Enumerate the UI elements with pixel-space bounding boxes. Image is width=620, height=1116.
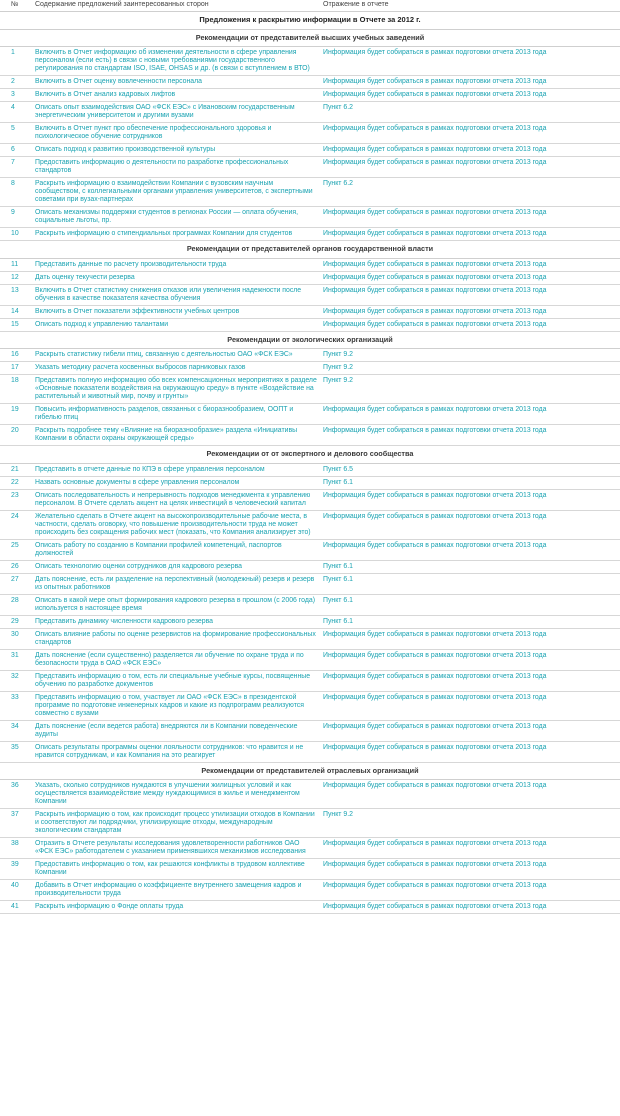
row-reflection: Информация будет собираться в рамках подготовки отчета 2013 года: [323, 260, 547, 268]
row-suggestion: Раскрыть информацию о Фонде оплаты труда: [35, 903, 184, 911]
row-suggestion: Дать оценку текучести резерва: [35, 273, 135, 281]
row-number: 10: [11, 230, 19, 238]
row-number: 18: [11, 377, 19, 385]
table-row: [0, 319, 620, 332]
row-reflection: Информация будет собираться в рамках подготовки отчета 2013 года: [323, 672, 547, 680]
row-suggestion: Описать результаты программы оценки лояльности сотрудников: что нравится и не нравится сотрудникам, и как Компания на это реагирует: [35, 743, 304, 759]
row-suggestion: Представить данные по расчету производительности труда: [35, 260, 227, 268]
row-suggestion: Включить в Отчет информацию об изменении деятельности в сфере управления персоналом (если есть) в связи с новыми требованиями государственного регулирования по стандартам ISO, ISAE, OHSAS и др. (в связи с вступлением в ВТО): [35, 49, 310, 73]
table-row: [0, 880, 620, 901]
row-reflection: Информация будет собираться в рамках подготовки отчета 2013 года: [323, 49, 547, 57]
row-reflection: Информация будет собираться в рамках подготовки отчета 2013 года: [323, 651, 547, 659]
table-row: [0, 477, 620, 490]
row-reflection: Информация будет собираться в рамках подготовки отчета 2013 года: [323, 541, 547, 549]
row-number: 38: [11, 840, 19, 848]
row-number: 17: [11, 364, 19, 372]
row-suggestion: Желательно сделать в Отчете акцент на высокопроизводительные рабочие места, в частности, сделать оговорку, что повышение производительности труда не может происходить без сокращения рабочих мест (показать, что Компания анализирует это): [35, 512, 311, 536]
table-row: [0, 47, 620, 76]
row-suggestion: Предоставить информацию о деятельности по разработке профессиональных стандартов: [35, 159, 289, 175]
row-suggestion: Описать влияние работы по оценке резервистов на формирование профессиональных стандартов: [35, 630, 316, 646]
row-suggestion: Повысить информативность разделов, связанных с биоразнообразием, ООПТ и гибелью птиц: [35, 406, 294, 422]
row-suggestion: Описать последовательность и непрерывность подходов менеджмента к управлению персоналом. В Отчете сделать акцент на целях инвестиций в человеческий капитал: [35, 491, 311, 507]
row-reflection: Пункт 9.2: [323, 364, 353, 372]
header-suggestion: Содержание предложений заинтересованных сторон: [35, 1, 209, 8]
section-heading: Рекомендации от от экспертного и делового сообщества: [0, 446, 620, 463]
row-number: 16: [11, 351, 19, 359]
row-number: 28: [11, 596, 19, 604]
row-reflection: Информация будет собираться в рамках подготовки отчета 2013 года: [323, 125, 547, 133]
row-number: 20: [11, 427, 19, 435]
section-heading: Рекомендации от представителей органов государственной власти: [0, 241, 620, 258]
row-reflection: Информация будет собираться в рамках подготовки отчета 2013 года: [323, 722, 547, 730]
row-reflection: Информация будет собираться в рамках подготовки отчета 2013 года: [323, 903, 547, 911]
row-reflection: Пункт 6.5: [323, 465, 353, 473]
row-reflection: Информация будет собираться в рамках подготовки отчета 2013 года: [323, 307, 547, 315]
row-reflection: Пункт 9.2: [323, 377, 353, 385]
row-reflection: Пункт 6.2: [323, 180, 353, 188]
row-suggestion: Представить в отчете данные по КПЭ в сфере управления персоналом: [35, 465, 265, 473]
row-number: 26: [11, 562, 19, 570]
row-suggestion: Описать механизмы поддержки студентов в регионах России — оплата обучения, социальные льготы, пр.: [35, 209, 299, 225]
row-number: 23: [11, 491, 19, 499]
table-row: [0, 595, 620, 616]
header-reflection: Отражение в отчете: [323, 1, 389, 8]
header-num: №: [11, 1, 19, 8]
row-reflection: Информация будет собираться в рамках подготовки отчета 2013 года: [323, 782, 547, 790]
row-number: 41: [11, 903, 19, 911]
row-number: 8: [11, 180, 15, 188]
row-suggestion: Включить в Отчет статистику снижения отказов или увеличения надежности после обучения в качестве показателя качества обучения: [35, 286, 302, 302]
row-number: 1: [11, 49, 15, 57]
table-row: [0, 178, 620, 207]
row-suggestion: Отразить в Отчете результаты исследования удовлетворенности работников ОАО «ФСК ЕЭС» работодателем с указанием применявшихся механизмов исследования: [35, 840, 306, 856]
row-number: 19: [11, 406, 19, 414]
table-row: [0, 144, 620, 157]
row-reflection: Информация будет собираться в рамках подготовки отчета 2013 года: [323, 146, 547, 154]
row-number: 21: [11, 465, 19, 473]
row-number: 9: [11, 209, 15, 217]
section-heading: Рекомендации от представителей высших учебных заведений: [0, 30, 620, 47]
table-row: [0, 375, 620, 404]
row-number: 14: [11, 307, 19, 315]
row-suggestion: Дать пояснение, есть ли разделение на перспективный (молодежный) резерв и резерв из опытных работников: [35, 575, 315, 591]
row-suggestion: Раскрыть подробнее тему «Влияние на биоразнообразие» раздела «Инициативы Компании в области охраны окружающей среды»: [35, 427, 298, 443]
row-number: 27: [11, 575, 19, 583]
row-number: 34: [11, 722, 19, 730]
row-number: 3: [11, 91, 15, 99]
row-suggestion: Описать подход к развитию производственной культуры: [35, 146, 216, 154]
table-row: [0, 362, 620, 375]
row-reflection: Информация будет собираться в рамках подготовки отчета 2013 года: [323, 512, 547, 520]
row-reflection: Пункт 6.1: [323, 562, 353, 570]
row-suggestion: Описать работу по созданию в Компании профилей компетенций, паспортов должностей: [35, 541, 282, 557]
row-suggestion: Представить информацию о том, участвует ли ОАО «ФСК ЕЭС» в президентской программе по подготовке инженерных кадров и какие из подпрограмм реализуются совместно с вузами: [35, 693, 304, 717]
table-row: [0, 123, 620, 144]
row-reflection: Информация будет собираться в рамках подготовки отчета 2013 года: [323, 427, 547, 435]
row-suggestion: Описать в какой мере опыт формирования кадрового резерва в прошлом (с 2006 года) используется в настоящее время: [35, 596, 315, 612]
row-number: 35: [11, 743, 19, 751]
row-reflection: Информация будет собираться в рамках подготовки отчета 2013 года: [323, 743, 547, 751]
table-row: [0, 650, 620, 671]
table-row: [0, 76, 620, 89]
row-number: 33: [11, 693, 19, 701]
table-row: [0, 574, 620, 595]
row-number: 22: [11, 478, 19, 486]
row-reflection: Информация будет собираться в рамках подготовки отчета 2013 года: [323, 286, 547, 294]
table-row: [0, 349, 620, 362]
row-suggestion: Дать пояснение (если ведется работа) внедряются ли в Компании поведенческие аудиты: [35, 722, 298, 738]
table-header: [0, 0, 620, 12]
row-suggestion: Раскрыть информацию о взаимодействии Компании с вузовским научным сообществом, с коллегиальными органами управления университетов, с экспертными советами при вузах-партнерах: [35, 180, 313, 204]
table-row: [0, 901, 620, 914]
row-suggestion: Раскрыть информацию о стипендиальных программах Компании для студентов: [35, 230, 293, 238]
row-reflection: Информация будет собираться в рамках подготовки отчета 2013 года: [323, 882, 547, 890]
row-suggestion: Включить в Отчет пункт про обеспечение профессионального здоровья и психологическое обучение сотрудников: [35, 125, 272, 141]
table-row: [0, 692, 620, 721]
table-row: [0, 561, 620, 574]
row-reflection: Пункт 9.2: [323, 351, 353, 359]
row-suggestion: Назвать основные документы в сфере управления персоналом: [35, 478, 240, 486]
row-suggestion: Дать пояснение (если существенно) разделяется ли обучение по охране труда и по безопасности труда в ОАО «ФСК ЕЭС»: [35, 651, 304, 667]
row-number: 31: [11, 651, 19, 659]
table-row: [0, 425, 620, 446]
row-reflection: Пункт 6.1: [323, 596, 353, 604]
section-heading: Рекомендации от представителей отраслевых организаций: [0, 763, 620, 780]
row-suggestion: Предоставить информацию о том, как решаются конфликты в трудовом коллективе Компании: [35, 861, 305, 877]
row-suggestion: Раскрыть информацию о том, как происходит процесс утилизации отходов в Компании и соответствуют ли подрядчики, утилизирующие отходы, международным экологическим стандартам: [35, 811, 315, 835]
table-title: Предложения к раскрытию информации в Отчете за 2012 г.: [0, 12, 620, 30]
row-suggestion: Описать подход к управлению талантами: [35, 320, 169, 328]
table-row: [0, 272, 620, 285]
row-suggestion: Включить в Отчет оценку вовлеченности персонала: [35, 78, 202, 86]
row-number: 25: [11, 541, 19, 549]
row-number: 39: [11, 861, 19, 869]
row-reflection: Информация будет собираться в рамках подготовки отчета 2013 года: [323, 406, 547, 414]
row-number: 6: [11, 146, 15, 154]
row-reflection: Пункт 6.2: [323, 104, 353, 112]
table-row: [0, 629, 620, 650]
table-row: [0, 780, 620, 809]
row-number: 15: [11, 320, 19, 328]
section-heading: Рекомендации от экологических организаций: [0, 332, 620, 349]
row-suggestion: Включить в Отчет показатели эффективности учебных центров: [35, 307, 240, 315]
row-number: 32: [11, 672, 19, 680]
row-reflection: Информация будет собираться в рамках подготовки отчета 2013 года: [323, 491, 547, 499]
row-suggestion: Представить динамику численности кадрового резерва: [35, 617, 213, 625]
table-row: [0, 490, 620, 511]
row-number: 11: [11, 260, 19, 268]
row-number: 40: [11, 882, 19, 890]
row-reflection: Информация будет собираться в рамках подготовки отчета 2013 года: [323, 861, 547, 869]
row-reflection: Информация будет собираться в рамках подготовки отчета 2013 года: [323, 840, 547, 848]
table-row: [0, 616, 620, 629]
row-reflection: Пункт 6.1: [323, 575, 353, 583]
row-suggestion: Описать опыт взаимодействия ОАО «ФСК ЕЭС» с Ивановским государственным энергетическим университетом и другими вузами: [35, 104, 295, 120]
row-number: 12: [11, 273, 19, 281]
row-reflection: Информация будет собираться в рамках подготовки отчета 2013 года: [323, 159, 547, 167]
row-number: 13: [11, 286, 19, 294]
table-row: [0, 464, 620, 477]
row-suggestion: Включить в Отчет анализ кадровых лифтов: [35, 91, 176, 99]
row-suggestion: Раскрыть статистику гибели птиц, связанную с деятельностью ОАО «ФСК ЕЭС»: [35, 351, 293, 359]
row-suggestion: Описать технологию оценки сотрудников для кадрового резерва: [35, 562, 242, 570]
row-number: 36: [11, 782, 19, 790]
row-reflection: Информация будет собираться в рамках подготовки отчета 2013 года: [323, 91, 547, 99]
row-number: 37: [11, 811, 19, 819]
row-number: 5: [11, 125, 15, 133]
table-row: [0, 511, 620, 540]
table-row: [0, 671, 620, 692]
row-reflection: Пункт 6.1: [323, 478, 353, 486]
row-reflection: Информация будет собираться в рамках подготовки отчета 2013 года: [323, 320, 547, 328]
table-row: [0, 809, 620, 838]
row-reflection: Информация будет собираться в рамках подготовки отчета 2013 года: [323, 209, 547, 217]
table-row: [0, 285, 620, 306]
table-row: [0, 228, 620, 241]
row-suggestion: Добавить в Отчет информацию о коэффициенте внутреннего замещения кадров и производительности труда: [35, 882, 302, 898]
table-row: [0, 838, 620, 859]
row-number: 24: [11, 512, 19, 520]
row-reflection: Информация будет собираться в рамках подготовки отчета 2013 года: [323, 630, 547, 638]
table-row: [0, 207, 620, 228]
table-row: [0, 259, 620, 272]
row-reflection: Пункт 6.1: [323, 617, 353, 625]
table-row: [0, 306, 620, 319]
row-reflection: Информация будет собираться в рамках подготовки отчета 2013 года: [323, 693, 547, 701]
row-reflection: Информация будет собираться в рамках подготовки отчета 2013 года: [323, 230, 547, 238]
table-row: [0, 157, 620, 178]
row-number: 7: [11, 159, 15, 167]
row-suggestion: Представить информацию о том, есть ли специальные учебные курсы, посвященные обучению по разработке документов: [35, 672, 311, 688]
row-number: 4: [11, 104, 15, 112]
table-row: [0, 89, 620, 102]
row-reflection: Пункт 9.2: [323, 811, 353, 819]
row-reflection: Информация будет собираться в рамках подготовки отчета 2013 года: [323, 78, 547, 86]
row-suggestion: Представить полную информацию обо всех компенсационных мероприятиях в разделе «Основные показатели воздействия на окружающую среду» в пункте «Воздействие на растительный и животный мир, почву и грунты»: [35, 377, 317, 401]
row-suggestion: Указать, сколько сотрудников нуждаются в улучшении жилищных условий и как осуществляется взаимодействие между нуждающимися в жилье и менеджментом Компании: [35, 782, 300, 806]
table-row: [0, 102, 620, 123]
row-number: 30: [11, 630, 19, 638]
row-reflection: Информация будет собираться в рамках подготовки отчета 2013 года: [323, 273, 547, 281]
row-number: 2: [11, 78, 15, 86]
row-suggestion: Указать методику расчета косвенных выбросов парниковых газов: [35, 364, 246, 372]
row-number: 29: [11, 617, 19, 625]
table-row: [0, 540, 620, 561]
table-row: [0, 404, 620, 425]
table-row: [0, 742, 620, 763]
table-body: [0, 30, 620, 914]
table-row: [0, 859, 620, 880]
table-row: [0, 721, 620, 742]
